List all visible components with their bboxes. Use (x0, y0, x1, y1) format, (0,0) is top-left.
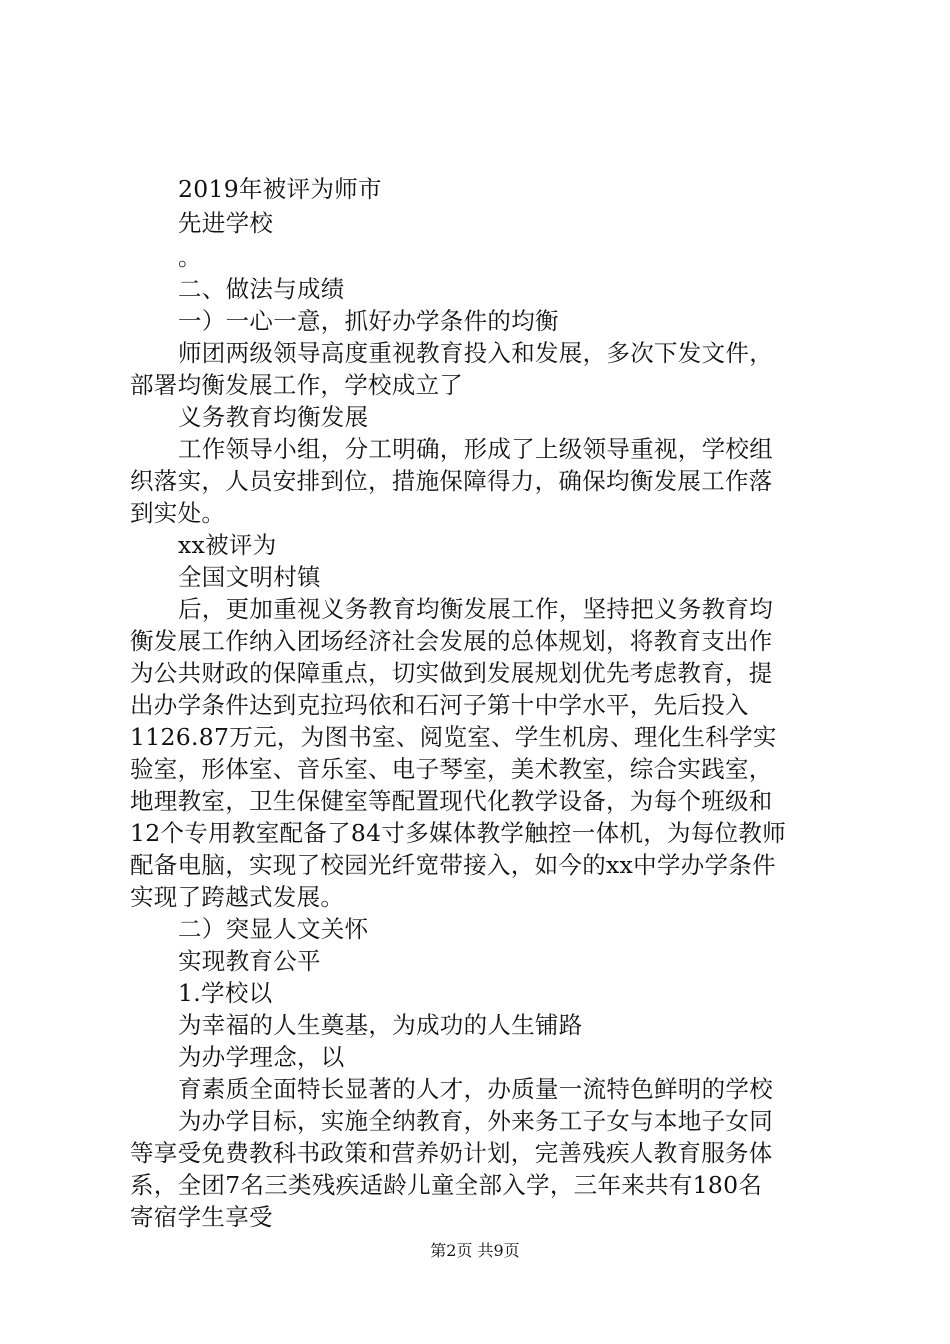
text-line: 部署均衡发展工作，学校成立了 (130, 371, 464, 399)
text-line: 寄宿学生享受 (130, 1203, 273, 1231)
text-line: 出办学条件达到克拉玛依和石河子第十中学水平，先后投入 (130, 691, 749, 719)
text-line: xx被评为 (178, 531, 277, 559)
text-line: 为公共财政的保障重点，切实做到发展规划优先考虑教育，提 (130, 659, 773, 687)
text-line: 为办学理念，以 (178, 1043, 345, 1071)
text-line: 织落实，人员安排到位，措施保障得力，确保均衡发展工作落 (130, 467, 773, 495)
text-line: 2019年被评为师市 (178, 175, 382, 203)
text-line: 育素质全面特长显著的人才，办质量一流特色鲜明的学校 (178, 1075, 773, 1103)
text-line: 1126.87万元，为图书室、阅览室、学生机房、理化生科学实 (130, 723, 777, 751)
text-line: 验室，形体室、音乐室、电子琴室，美术教室，综合实践室， (130, 755, 773, 783)
text-line: 后，更加重视义务教育均衡发展工作，坚持把义务教育均 (178, 595, 773, 623)
text-line: 义务教育均衡发展 (178, 403, 369, 431)
text-line: 实现了跨越式发展。 (130, 883, 345, 911)
subsection-heading: 二）突显人文关怀 (178, 915, 369, 943)
text-line: 。 (178, 243, 202, 271)
text-line: 等享受免费教科书政策和营养奶计划，完善残疾人教育服务体 (130, 1139, 773, 1167)
subsection-heading: 一）一心一意，抓好办学条件的均衡 (178, 307, 559, 335)
page-number-footer: 第2页 共9页 (430, 1241, 520, 1260)
text-line: 工作领导小组，分工明确，形成了上级领导重视，学校组 (178, 435, 773, 463)
text-line: 为办学目标，实施全纳教育，外来务工子女与本地子女同 (178, 1107, 773, 1135)
text-line: 全国文明村镇 (178, 563, 321, 591)
text-line: 为幸福的人生奠基，为成功的人生铺路 (178, 1011, 583, 1039)
text-line: 1.学校以 (178, 979, 273, 1007)
text-line: 地理教室，卫生保健室等配置现代化教学设备，为每个班级和 (130, 787, 773, 815)
text-line: 衡发展工作纳入团场经济社会发展的总体规划，将教育支出作 (130, 627, 773, 655)
text-line: 配备电脑，实现了校园光纤宽带接入，如今的xx中学办学条件 (130, 851, 776, 879)
text-line: 到实处。 (130, 499, 226, 527)
text-line: 实现教育公平 (178, 947, 321, 975)
text-line: 先进学校 (178, 209, 274, 237)
section-heading: 二、做法与成绩 (178, 275, 345, 303)
text-line: 系，全团7名三类残疾适龄儿童全部入学，三年来共有180名 (130, 1171, 763, 1199)
text-line: 12个专用教室配备了84寸多媒体教学触控一体机，为每位教师 (130, 819, 787, 847)
text-line: 师团两级领导高度重视教育投入和发展，多次下发文件， (178, 339, 773, 367)
